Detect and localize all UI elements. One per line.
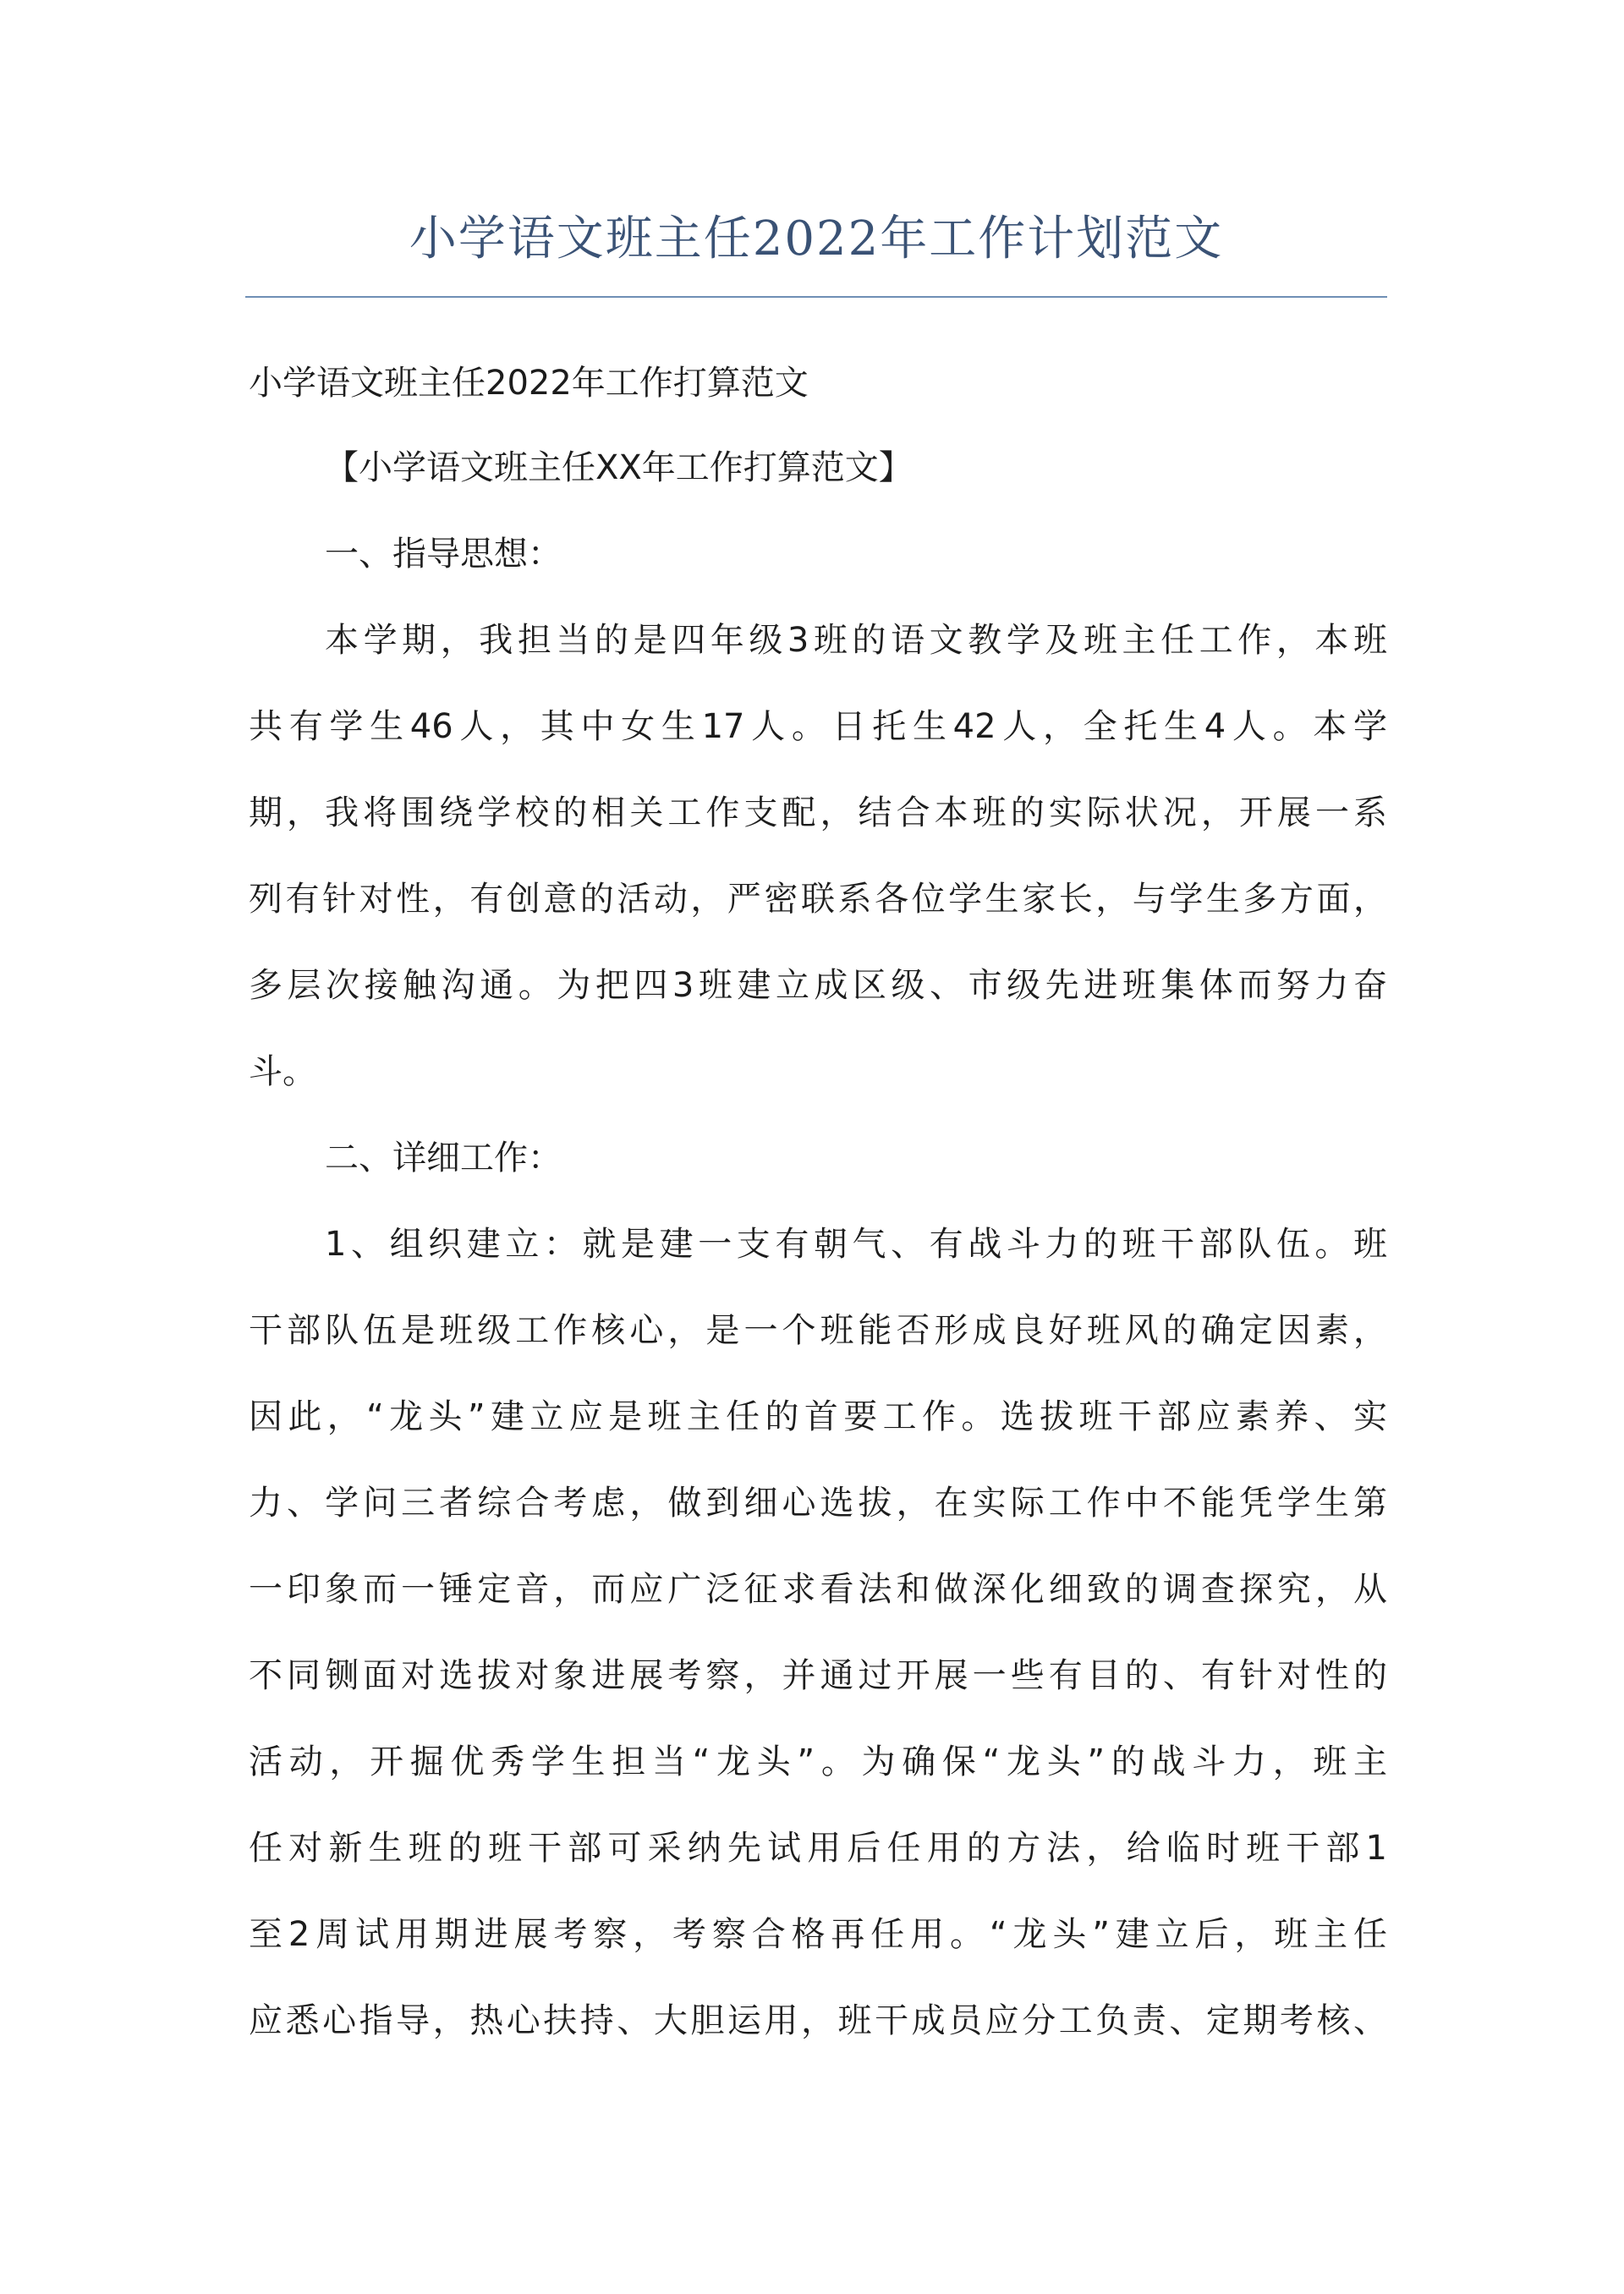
paragraph-line: 至2周试用期进展考察，考察合格再任用。“龙头”建立后，班主任: [249, 1915, 1387, 1954]
paragraph-line: 干部队伍是班级工作核心，是一个班能否形成良好班风的确定因素，: [249, 1311, 1387, 1350]
paragraph-line: 1、组织建立：就是建一支有朝气、有战斗力的班干部队伍。班: [325, 1225, 1387, 1264]
subtitle-line: 小学语文班主任2022年工作打算范文: [249, 364, 809, 403]
paragraph-line: 活动，开掘优秀学生担当“龙头”。为确保“龙头”的战斗力，班主: [249, 1742, 1387, 1781]
paragraph-line: 因此，“龙头”建立应是班主任的首要工作。选拔班干部应素养、实: [249, 1397, 1387, 1436]
paragraph-line: 任对新生班的班干部可采纳先试用后任用的方法，给临时班干部1: [249, 1829, 1387, 1868]
bracketed-heading: 【小学语文班主任XX年工作打算范文】: [325, 448, 913, 487]
section-heading-specific-work: 二、详细工作：: [325, 1139, 562, 1177]
title-divider: [245, 296, 1387, 298]
paragraph-line: 共有学生46人，其中女生17人。日托生42人，全托生4人。本学: [249, 707, 1387, 746]
paragraph-line: 列有针对性，有创意的活动，严密联系各位学生家长，与学生多方面，: [249, 880, 1387, 919]
paragraph-line: 力、学问三者综合考虑，做到细心选拔，在实际工作中不能凭学生第: [249, 1484, 1387, 1523]
paragraph-line: 期，我将围绕学校的相关工作支配，结合本班的实际状况，开展一系: [249, 793, 1387, 832]
paragraph-line: 不同铡面对选拔对象进展考察，并通过开展一些有目的、有针对性的: [249, 1656, 1387, 1695]
document-title: 小学语文班主任2022年工作计划范文: [409, 211, 1224, 266]
paragraph-line: 应悉心指导，热心扶持、大胆运用，班干成员应分工负责、定期考核、: [249, 2001, 1387, 2040]
paragraph-line: 多层次接触沟通。为把四3班建立成区级、市级先进班集体而努力奋: [249, 966, 1387, 1005]
section-heading-guiding-idea: 一、指导思想：: [325, 535, 562, 574]
paragraph-line: 本学期，我担当的是四年级3班的语文教学及班主任工作，本班: [325, 621, 1387, 660]
paragraph-line: 一印象而一锤定音，而应广泛征求看法和做深化细致的调查探究，从: [249, 1570, 1387, 1609]
paragraph-line: 斗。: [249, 1052, 316, 1091]
